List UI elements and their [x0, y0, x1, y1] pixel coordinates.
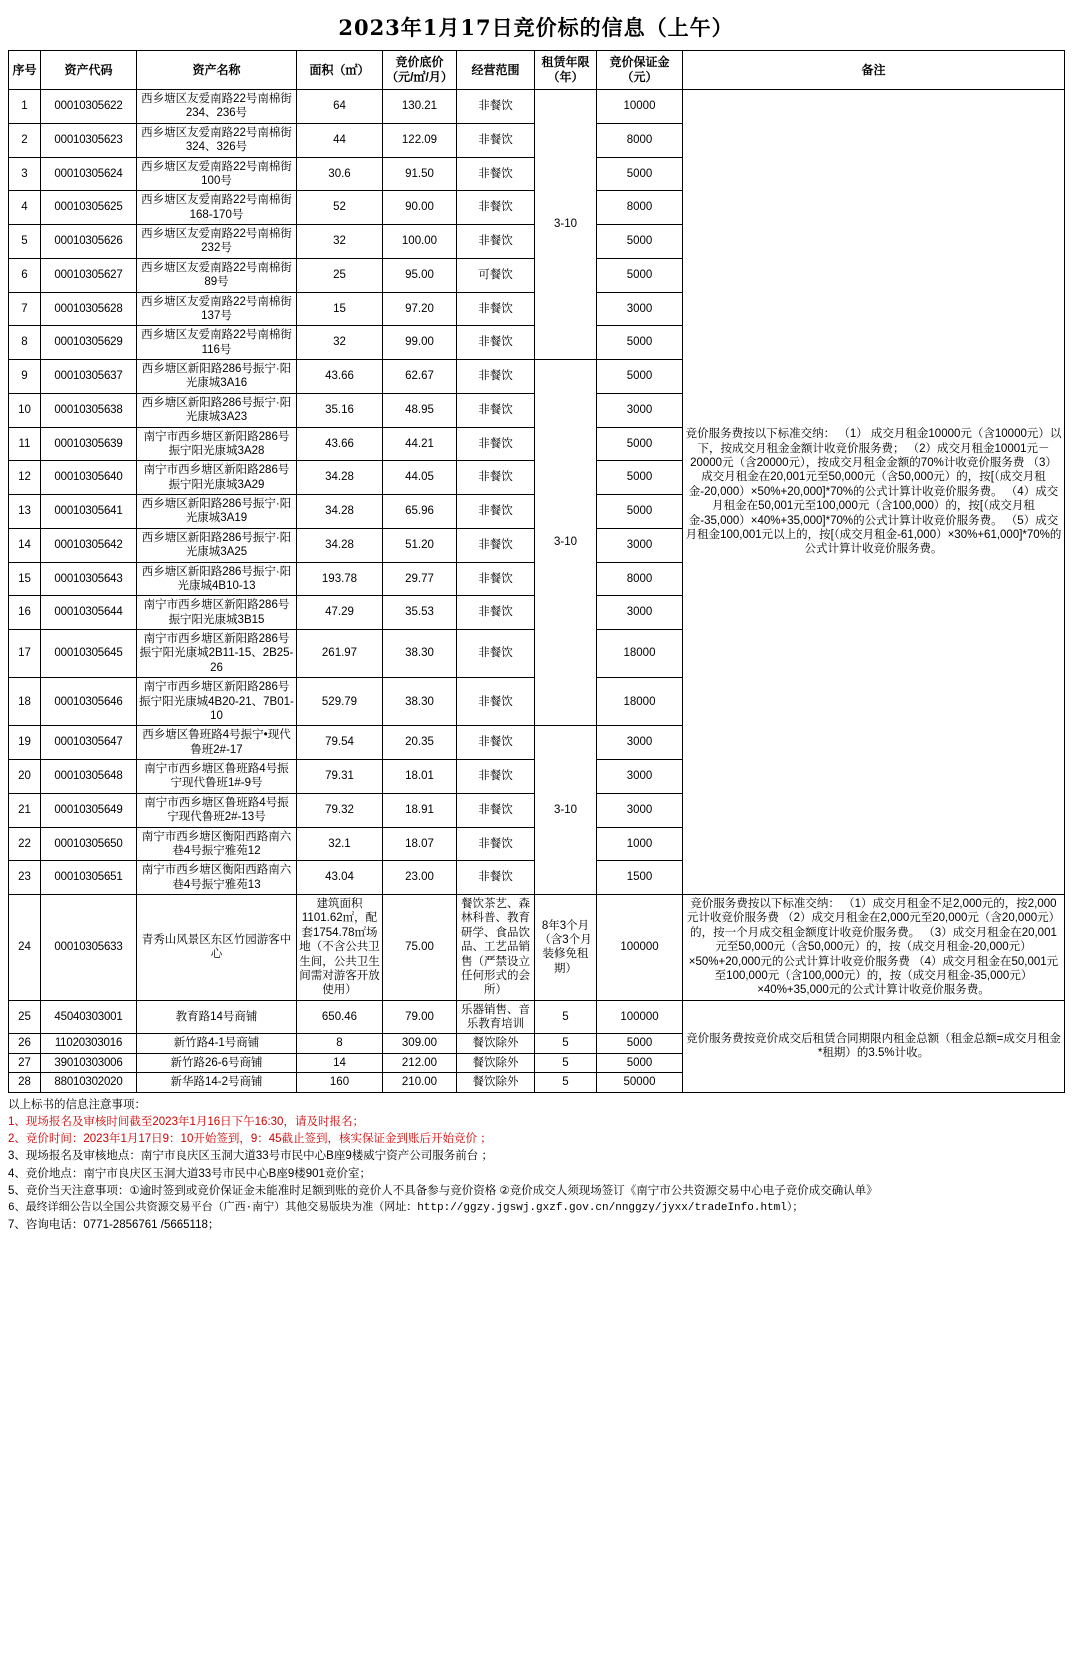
cell-deposit: 5000	[597, 326, 683, 360]
col-header-years: 租赁年限（年）	[535, 51, 597, 90]
cell-name: 西乡塘区鲁班路4号振宁•现代鲁班2#-17	[137, 726, 297, 760]
cell-scope: 非餐饮	[457, 596, 535, 630]
col-header-deposit: 竞价保证金（元）	[597, 51, 683, 90]
cell-area: 650.46	[297, 1000, 383, 1034]
cell-scope: 非餐饮	[457, 528, 535, 562]
cell-seq: 8	[9, 326, 41, 360]
cell-seq: 10	[9, 393, 41, 427]
cell-price: 35.53	[383, 596, 457, 630]
cell-code: 00010305623	[41, 123, 137, 157]
col-header-remark: 备注	[683, 51, 1065, 90]
cell-scope: 非餐饮	[457, 861, 535, 895]
note-item-2: 2、竞价时间：2023年1月17日9：10开始签到，9：45截止签到，核实保证金到账后开始竞价 ；	[8, 1133, 492, 1145]
cell-scope: 非餐饮	[457, 495, 535, 529]
cell-years-group-3: 3-10	[535, 726, 597, 895]
cell-area: 43.66	[297, 360, 383, 394]
cell-scope: 非餐饮	[457, 726, 535, 760]
cell-code: 00010305648	[41, 760, 137, 794]
cell-code: 00010305641	[41, 495, 137, 529]
cell-scope: 餐饮除外	[457, 1034, 535, 1053]
cell-deposit: 3000	[597, 292, 683, 326]
cell-area: 44	[297, 123, 383, 157]
cell-remark-block-a: 竞价服务费按以下标准交纳： （1） 成交月租金10000元（含10000元）以下，按成交月租金金额计收竞价服务费； （2）成交月租金10001元－20000元（含20000元），按成交月租金金额的70%计收竞价服务费 （3）成交月租金在20,001元至50,000元（含50,000元）的，按[（成交月租金-20,000）×50%+20,000]*70%的公式计算计收竞价服务费。 （4）成交月租金在50,001元至100,000元（含100,000）的，按[（成交月租金-35,000）×40%+35,000]*70%的公式计算计收竞价服务费。 （5）成交月租金100,001元以上的，按[（成交月租金-61,000）×30%+61,000]*70%的公式计算计收竞价服务费。	[683, 90, 1065, 895]
cell-name: 南宁市西乡塘区新阳路286号振宁阳光康城4B20-21、7B01-10	[137, 678, 297, 726]
cell-area: 43.04	[297, 861, 383, 895]
cell-seq: 23	[9, 861, 41, 895]
col-header-name: 资产名称	[137, 51, 297, 90]
cell-deposit: 5000	[597, 1034, 683, 1053]
cell-deposit: 5000	[597, 360, 683, 394]
cell-code: 00010305649	[41, 793, 137, 827]
cell-price: 65.96	[383, 495, 457, 529]
cell-years: 5	[535, 1000, 597, 1034]
cell-scope: 非餐饮	[457, 562, 535, 596]
cell-years: 5	[535, 1053, 597, 1072]
cell-scope: 非餐饮	[457, 191, 535, 225]
cell-name: 西乡塘区新阳路286号振宁·阳光康城3A23	[137, 393, 297, 427]
cell-code: 45040303001	[41, 1000, 137, 1034]
cell-name: 南宁市西乡塘区新阳路286号振宁阳光康城3A29	[137, 461, 297, 495]
cell-name: 西乡塘区友爱南路22号南棉街168-170号	[137, 191, 297, 225]
cell-name: 西乡塘区友爱南路22号南棉街100号	[137, 157, 297, 191]
cell-code: 00010305642	[41, 528, 137, 562]
cell-deposit: 18000	[597, 678, 683, 726]
cell-area: 79.32	[297, 793, 383, 827]
cell-deposit: 3000	[597, 726, 683, 760]
cell-scope: 非餐饮	[457, 326, 535, 360]
cell-name: 西乡塘区友爱南路22号南棉街324、326号	[137, 123, 297, 157]
cell-code: 00010305626	[41, 225, 137, 259]
table-row-special	[9, 895, 1065, 1001]
cell-scope: 非餐饮	[457, 760, 535, 794]
cell-area: 261.97	[297, 630, 383, 678]
cell-deposit: 5000	[597, 427, 683, 461]
cell-price: 75.00	[383, 895, 457, 1001]
cell-name: 西乡塘区友爱南路22号南棉街234、236号	[137, 90, 297, 124]
cell-deposit: 3000	[597, 393, 683, 427]
cell-name: 新华路14-2号商铺	[137, 1073, 297, 1092]
cell-code: 00010305633	[41, 895, 137, 1001]
cell-area: 34.28	[297, 528, 383, 562]
cell-area: 160	[297, 1073, 383, 1092]
cell-seq: 20	[9, 760, 41, 794]
cell-area: 34.28	[297, 461, 383, 495]
cell-price: 38.30	[383, 678, 457, 726]
cell-seq: 21	[9, 793, 41, 827]
cell-price: 38.30	[383, 630, 457, 678]
cell-name: 南宁市西乡塘区鲁班路4号振宁现代鲁班1#-9号	[137, 760, 297, 794]
cell-code: 00010305645	[41, 630, 137, 678]
cell-deposit: 3000	[597, 760, 683, 794]
col-header-seq: 序号	[9, 51, 41, 90]
cell-name: 西乡塘区友爱南路22号南棉街116号	[137, 326, 297, 360]
cell-price: 212.00	[383, 1053, 457, 1072]
note-item-7: 7、咨询电话：0771-2856761 /5665118；	[8, 1218, 220, 1231]
cell-code: 00010305647	[41, 726, 137, 760]
cell-seq: 6	[9, 258, 41, 292]
cell-name: 南宁市西乡塘区鲁班路4号振宁现代鲁班2#-13号	[137, 793, 297, 827]
cell-price: 44.05	[383, 461, 457, 495]
cell-deposit: 5000	[597, 461, 683, 495]
cell-deposit: 5000	[597, 1053, 683, 1072]
cell-area: 193.78	[297, 562, 383, 596]
cell-price: 51.20	[383, 528, 457, 562]
cell-deposit: 8000	[597, 562, 683, 596]
cell-name: 新竹路26-6号商铺	[137, 1053, 297, 1072]
cell-code: 00010305628	[41, 292, 137, 326]
cell-years: 5	[535, 1034, 597, 1053]
cell-name: 南宁市西乡塘区衡阳西路南六巷4号振宁雅苑12	[137, 827, 297, 861]
cell-area: 34.28	[297, 495, 383, 529]
cell-code: 00010305646	[41, 678, 137, 726]
notes-section	[8, 1097, 1064, 1234]
col-header-code: 资产代码	[41, 51, 137, 90]
cell-price: 91.50	[383, 157, 457, 191]
cell-seq: 16	[9, 596, 41, 630]
cell-area: 建筑面积1101.62㎡，配套1754.78㎡场地（不含公共卫生间，公共卫生间需对游客开放使用）	[297, 895, 383, 1001]
cell-years: 5	[535, 1073, 597, 1092]
cell-price: 23.00	[383, 861, 457, 895]
cell-code: 88010302020	[41, 1073, 137, 1092]
table-header-row	[9, 51, 1065, 90]
cell-area: 529.79	[297, 678, 383, 726]
cell-scope: 非餐饮	[457, 225, 535, 259]
cell-seq: 25	[9, 1000, 41, 1034]
page-title: 2023年1月17日竞价标的信息（上午）	[338, 15, 734, 40]
cell-seq: 13	[9, 495, 41, 529]
cell-name: 西乡塘区友爱南路22号南棉街232号	[137, 225, 297, 259]
cell-deposit: 3000	[597, 596, 683, 630]
cell-code: 00010305640	[41, 461, 137, 495]
cell-scope: 非餐饮	[457, 90, 535, 124]
note-item-3: 3、现场报名及审核地点：南宁市良庆区玉洞大道33号市民中心B座9楼威宁资产公司服务前台 ；	[8, 1150, 493, 1163]
cell-name: 南宁市西乡塘区衡阳西路南六巷4号振宁雅苑13	[137, 861, 297, 895]
cell-price: 20.35	[383, 726, 457, 760]
cell-name: 西乡塘区新阳路286号振宁·阳光康城3A16	[137, 360, 297, 394]
cell-code: 00010305637	[41, 360, 137, 394]
col-header-scope: 经营范围	[457, 51, 535, 90]
cell-scope: 非餐饮	[457, 123, 535, 157]
cell-deposit: 5000	[597, 157, 683, 191]
cell-deposit: 1000	[597, 827, 683, 861]
cell-scope: 非餐饮	[457, 630, 535, 678]
cell-name: 南宁市西乡塘区新阳路286号振宁阳光康城3B15	[137, 596, 297, 630]
cell-scope: 非餐饮	[457, 461, 535, 495]
cell-price: 97.20	[383, 292, 457, 326]
cell-deposit: 1500	[597, 861, 683, 895]
cell-scope: 餐饮除外	[457, 1073, 535, 1092]
cell-area: 64	[297, 90, 383, 124]
cell-area: 14	[297, 1053, 383, 1072]
cell-price: 95.00	[383, 258, 457, 292]
cell-area: 52	[297, 191, 383, 225]
cell-scope: 餐饮茶艺、森林科普、教育研学、食品饮品、工艺品销售（严禁设立任何形式的会所）	[457, 895, 535, 1001]
cell-seq: 18	[9, 678, 41, 726]
cell-price: 44.21	[383, 427, 457, 461]
note-item-6: 6、最终详细公告以全国公共资源交易平台（广西·南宁）其他交易版块为准（网址：http://ggzy.jgswj.gxzf.gov.cn/nnggzy/jyxx/tradeInfo.html）；	[8, 1202, 804, 1214]
cell-code: 00010305627	[41, 258, 137, 292]
cell-code: 00010305651	[41, 861, 137, 895]
cell-seq: 17	[9, 630, 41, 678]
cell-scope: 非餐饮	[457, 157, 535, 191]
cell-seq: 3	[9, 157, 41, 191]
table-row	[9, 90, 1065, 124]
cell-price: 100.00	[383, 225, 457, 259]
cell-price: 48.95	[383, 393, 457, 427]
cell-seq: 4	[9, 191, 41, 225]
cell-price: 309.00	[383, 1034, 457, 1053]
cell-deposit: 50000	[597, 1073, 683, 1092]
cell-deposit: 5000	[597, 258, 683, 292]
cell-seq: 2	[9, 123, 41, 157]
cell-scope: 非餐饮	[457, 292, 535, 326]
cell-seq: 11	[9, 427, 41, 461]
cell-name: 新竹路4-1号商铺	[137, 1034, 297, 1053]
cell-scope: 非餐饮	[457, 678, 535, 726]
cell-code: 00010305639	[41, 427, 137, 461]
cell-area: 79.31	[297, 760, 383, 794]
cell-remark-block-c: 竞价服务费按竞价成交后租赁合同期限内租金总额（租金总额=成交月租金*租期）的3.5%计收。	[683, 1000, 1065, 1092]
cell-seq: 5	[9, 225, 41, 259]
cell-name: 西乡塘区友爱南路22号南棉街137号	[137, 292, 297, 326]
cell-area: 15	[297, 292, 383, 326]
cell-name: 教育路14号商铺	[137, 1000, 297, 1034]
cell-remark-block-b: 竞价服务费按以下标准交纳： （1）成交月租金不足2,000元的，按2,000元计收竞价服务费 （2）成交月租金在2,000元至20,000元（含20,000元）的，按一个月成交租金额度计收竞价服务费。 （3）成交月租金在20,001元至50,000元（含50,000元）的，按（成交月租金-20,000元）×50%+20,000元的公式计算计收竞价服务费 （4）成交月租金在50,001元至100,000元（含100,000元）的，按（成交月租金-35,000元）×40%+35,000元的公式计算计收竞价服务费。	[683, 895, 1065, 1001]
cell-name: 西乡塘区新阳路286号振宁·阳光康城4B10-13	[137, 562, 297, 596]
cell-deposit: 100000	[597, 895, 683, 1001]
cell-deposit: 18000	[597, 630, 683, 678]
cell-scope: 非餐饮	[457, 393, 535, 427]
cell-area: 32.1	[297, 827, 383, 861]
cell-price: 90.00	[383, 191, 457, 225]
cell-price: 79.00	[383, 1000, 457, 1034]
cell-code: 00010305643	[41, 562, 137, 596]
cell-name: 西乡塘区友爱南路22号南棉街89号	[137, 258, 297, 292]
note-item-4: 4、竞价地点：南宁市良庆区玉洞大道33号市民中心B座9楼901竞价室；	[8, 1167, 371, 1180]
cell-seq: 27	[9, 1053, 41, 1072]
cell-seq: 28	[9, 1073, 41, 1092]
cell-code: 00010305622	[41, 90, 137, 124]
col-header-price: 竞价底价（元/㎡/月）	[383, 51, 457, 90]
cell-deposit: 5000	[597, 495, 683, 529]
note-item-1: 1、现场报名及审核时间截至2023年1月16日下午16:30，请及时报名；	[8, 1115, 364, 1128]
cell-area: 30.6	[297, 157, 383, 191]
cell-deposit: 8000	[597, 123, 683, 157]
cell-seq: 12	[9, 461, 41, 495]
cell-seq: 1	[9, 90, 41, 124]
cell-code: 00010305650	[41, 827, 137, 861]
cell-scope: 非餐饮	[457, 827, 535, 861]
cell-code: 11020303016	[41, 1034, 137, 1053]
cell-area: 47.29	[297, 596, 383, 630]
cell-price: 18.01	[383, 760, 457, 794]
cell-scope: 非餐饮	[457, 793, 535, 827]
cell-area: 25	[297, 258, 383, 292]
cell-deposit: 8000	[597, 191, 683, 225]
auction-listing-table	[8, 50, 1065, 1093]
cell-seq: 9	[9, 360, 41, 394]
cell-scope: 非餐饮	[457, 360, 535, 394]
cell-name: 南宁市西乡塘区新阳路286号振宁阳光康城3A28	[137, 427, 297, 461]
cell-code: 00010305638	[41, 393, 137, 427]
cell-code: 00010305624	[41, 157, 137, 191]
cell-deposit: 5000	[597, 225, 683, 259]
cell-code: 00010305629	[41, 326, 137, 360]
cell-seq: 26	[9, 1034, 41, 1053]
cell-price: 29.77	[383, 562, 457, 596]
cell-scope: 可餐饮	[457, 258, 535, 292]
cell-price: 210.00	[383, 1073, 457, 1092]
cell-scope: 非餐饮	[457, 427, 535, 461]
note-item-5: 5、竞价当天注意事项：①逾时签到或竞价保证金未能准时足额到账的竞价人不具备参与竞价资格 ②竞价成交人须现场签订《南宁市公共资源交易中心电子竞价成交确认单》	[8, 1184, 878, 1197]
cell-price: 62.67	[383, 360, 457, 394]
notes-header: 以上标书的信息注意事项：	[8, 1098, 146, 1111]
cell-name: 南宁市西乡塘区新阳路286号振宁阳光康城2B11-15、2B25-26	[137, 630, 297, 678]
cell-area: 8	[297, 1034, 383, 1053]
cell-code: 00010305644	[41, 596, 137, 630]
cell-price: 130.21	[383, 90, 457, 124]
table-row	[9, 1000, 1065, 1034]
cell-name: 青秀山风景区东区竹园游客中心	[137, 895, 297, 1001]
cell-deposit: 10000	[597, 90, 683, 124]
cell-deposit: 3000	[597, 528, 683, 562]
cell-seq: 15	[9, 562, 41, 596]
cell-years-group-2: 3-10	[535, 360, 597, 726]
cell-code: 39010303006	[41, 1053, 137, 1072]
cell-deposit: 3000	[597, 793, 683, 827]
cell-years: 8年3个月（含3个月装修免租期）	[535, 895, 597, 1001]
cell-seq: 14	[9, 528, 41, 562]
cell-scope: 餐饮除外	[457, 1053, 535, 1072]
cell-deposit: 100000	[597, 1000, 683, 1034]
cell-name: 西乡塘区新阳路286号振宁·阳光康城3A19	[137, 495, 297, 529]
cell-price: 18.91	[383, 793, 457, 827]
cell-seq: 7	[9, 292, 41, 326]
cell-years-group-1: 3-10	[535, 90, 597, 360]
cell-price: 99.00	[383, 326, 457, 360]
cell-price: 18.07	[383, 827, 457, 861]
cell-code: 00010305625	[41, 191, 137, 225]
cell-seq: 19	[9, 726, 41, 760]
cell-name: 西乡塘区新阳路286号振宁·阳光康城3A25	[137, 528, 297, 562]
cell-area: 79.54	[297, 726, 383, 760]
cell-scope: 乐器销售、音乐教育培训	[457, 1000, 535, 1034]
cell-seq: 24	[9, 895, 41, 1001]
cell-area: 32	[297, 326, 383, 360]
cell-seq: 22	[9, 827, 41, 861]
cell-area: 43.66	[297, 427, 383, 461]
cell-area: 32	[297, 225, 383, 259]
cell-area: 35.16	[297, 393, 383, 427]
cell-price: 122.09	[383, 123, 457, 157]
col-header-area: 面积（㎡）	[297, 51, 383, 90]
